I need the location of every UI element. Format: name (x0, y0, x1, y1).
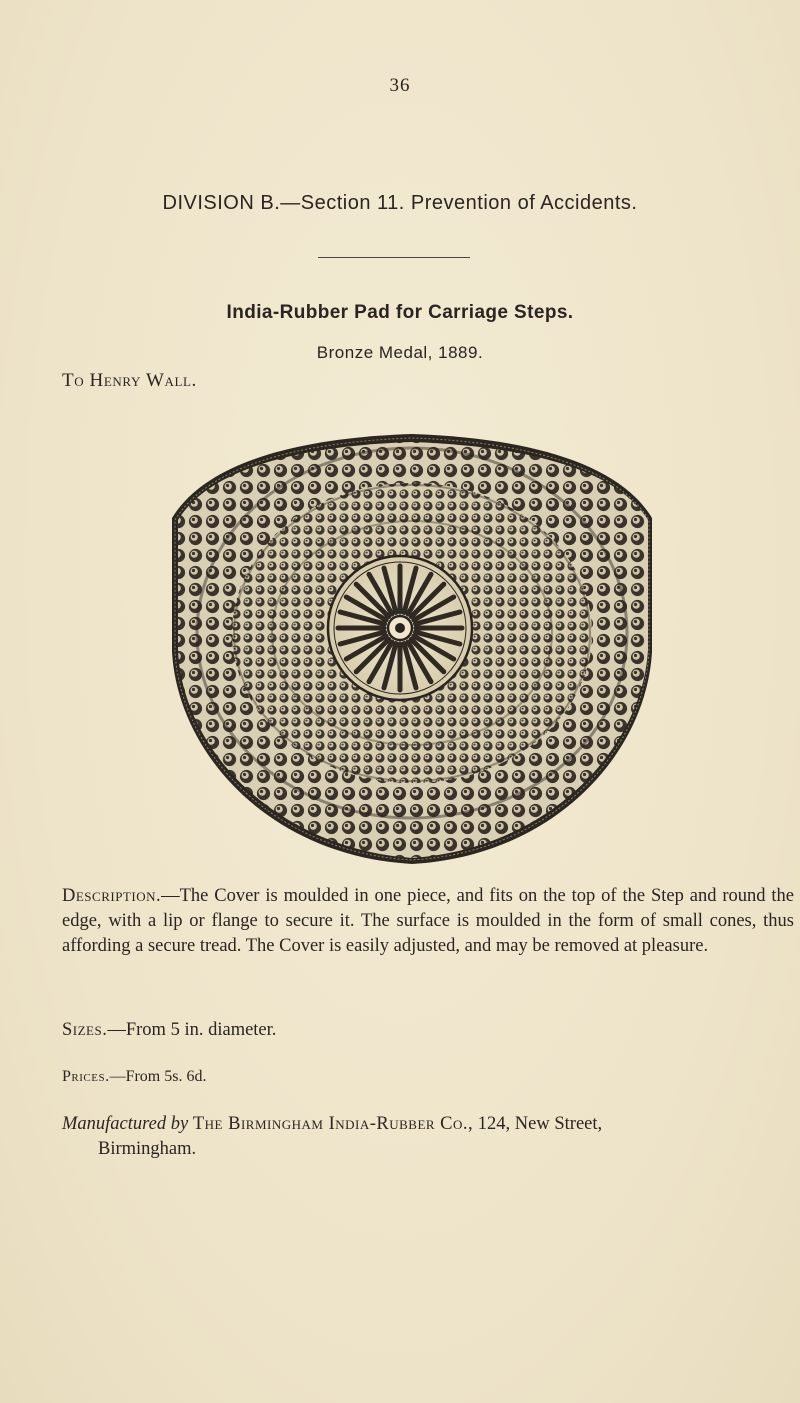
prices-line (62, 1064, 794, 1089)
sizes-line (62, 1018, 794, 1043)
description-text: —The Cover is moulded in one piece, and fits on the top of the Step and round the edge, with a lip or flange to secure it. The surface is moulded in the form of small cones, thus affording a secure tread. The Cover is easily adjusted, and may be removed at pleasure. (62, 886, 794, 956)
manufacturer-address-line1: 124, New Street, (477, 1114, 603, 1134)
page-number: 36 (389, 75, 411, 96)
centre-medallion (328, 556, 472, 700)
manufacturer-address-line2: Birmingham. (98, 1139, 197, 1159)
dedication: To Henry Wall. (62, 370, 197, 391)
award-line: Bronze Medal, 1889. (316, 343, 484, 362)
description-label: Description. (62, 886, 162, 906)
sizes-label: Sizes. (62, 1020, 108, 1040)
description-paragraph (62, 884, 794, 959)
manufacturer-lead: Manufactured by (62, 1114, 189, 1134)
prices-text: —From 5s. 6d. (109, 1068, 207, 1085)
sizes-text: —From 5 in. diameter. (107, 1020, 277, 1040)
manufacturer-line (62, 1112, 794, 1162)
manufacturer-name: The Birmingham India-Rubber Co., (192, 1114, 474, 1134)
item-title: India-Rubber Pad for Carriage Steps. (226, 302, 574, 323)
prices-label: Prices. (62, 1068, 110, 1085)
divider-rule (318, 257, 470, 258)
rubber-pad-illustration (170, 428, 654, 864)
division-heading: DIVISION B.—Section 11. Prevention of Accidents. (162, 192, 638, 214)
